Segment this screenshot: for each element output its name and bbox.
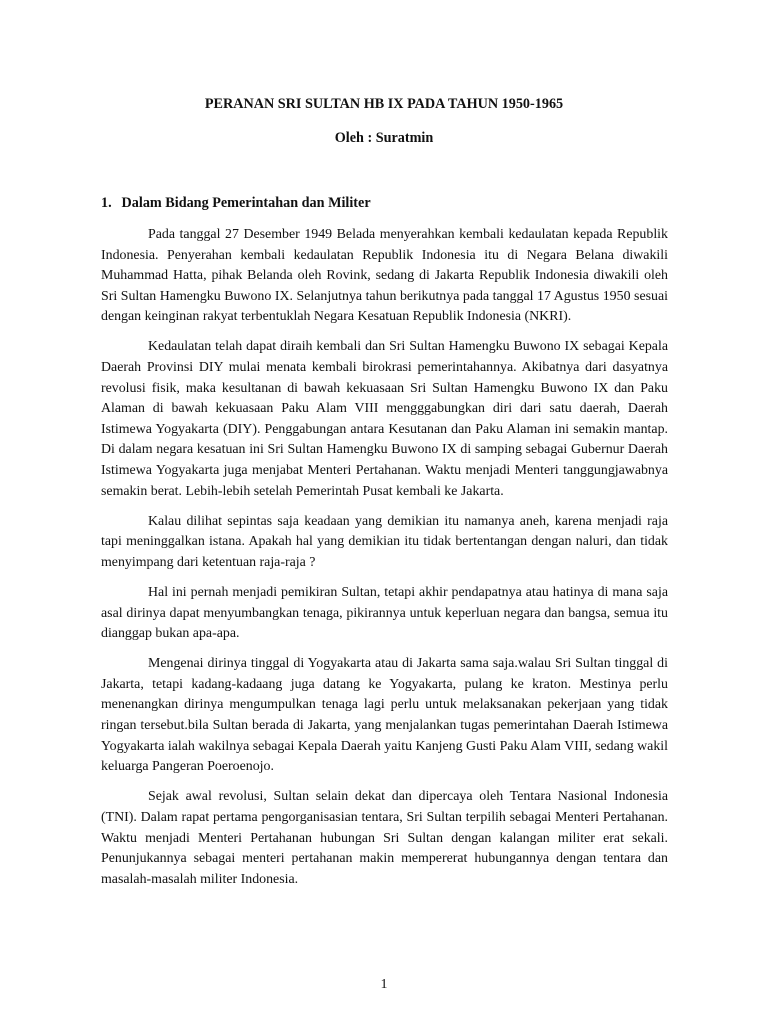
paragraph-6: Sejak awal revolusi, Sultan selain dekat dan dipercaya oleh Tentara Nasional Indonesia (TNI). Dalam rapat pertama pengorganisasian tentara, Sri Sultan terpilih sebagai Menteri Pertahanan. Waktu menjadi Menteri Pertahanan hubungan Sri Sultan dengan kalangan militer erat sekali. Penunjukannya sebagai menteri pertahanan makin mempererat hubungannya dengan tentara dan masalah-masalah militer Indonesia. (101, 789, 668, 887)
paragraph-1: Pada tanggal 27 Desember 1949 Belada menyerahkan kembali kedaulatan kepada Republik Indonesia. Penyerahan kembali kedaulatan Republik Indonesia itu di Negara Belana diwakili Muhammad Hatta, pihak Belanda oleh Rovink, sedang di Jakarta Republik Indonesia diwakili oleh Sri Sultan Hamengku Buwono IX. Selanjutnya tahun berikutnya pada tanggal 17 Agustus 1950 sesuai dengan keinginan rakyat terbentuklah Negara Kesatuan Republik Indonesia (NKRI). (101, 227, 668, 325)
author-line: Oleh : Suratmin (334, 130, 434, 146)
paragraph-4: Hal ini pernah menjadi pemikiran Sultan, tetapi akhir pendapatnya atau hatinya di mana saja asal dirinya dapat menyumbangkan tenaga, pikirannya untuk keperluan negara dan bangsa, semua itu dianggap bukan apa-apa. (101, 585, 668, 642)
section-heading-text: Dalam Bidang Pemerintahan dan Militer (121, 195, 371, 211)
section-number: 1. (101, 195, 112, 211)
page-number: 1 (380, 977, 388, 992)
paragraph-2: Kedaulatan telah dapat diraih kembali dan Sri Sultan Hamengku Buwono IX sebagai Kepala Daerah Provinsi DIY mulai menata kembali birokrasi pemerintahannya. Akibatnya dari dasyatnya revolusi fisik, maka kesultanan di bawah kekuasaan Sri Sultan Hamengku Buwono IX dan Paku Alaman di bawah kekuasaan Paku Alam VIII mengggabungkan diri dari satu daerah, Daerah Istimewa Yogyakarta (DIY). Penggabungan antara Kesutanan dan Paku Alaman ini semakin mantap. Di dalam negara kesatuan ini Sri Sultan Hamengku Buwono IX di samping sebagai Gubernur Daerah Istimewa Yogyakarta juga menjabat Menteri Pertahanan. Waktu menjadi Menteri tanggungjawabnya semakin berat. Lebih-lebih setelah Pemerintah Pusat kembali ke Jakarta. (101, 339, 668, 499)
section-heading (101, 194, 371, 212)
paragraph-5: Mengenai dirinya tinggal di Yogyakarta atau di Jakarta sama saja.walau Sri Sultan tinggal di Jakarta, tetapi kadang-kadaang juga datang ke Yogyakarta, pulang ke kraton. Mestinya perlu menenangkan dirinya mengumpulkan tenaga lagi perlu untuk melaksanakan pekerjaan yang tidak ringan tersebut.bila Sultan berada di Jakarta, yang menjalankan tugas pemerintahan Daerah Istimewa Yogyakarta ialah wakilnya sebagai Kepala Daerah yaitu Kanjeng Gusti Paku Alam VIII, sedang wakil keluarga Pangeran Poeroenojo. (101, 656, 668, 775)
body-text (101, 225, 668, 900)
document-title: PERANAN SRI SULTAN HB IX PADA TAHUN 1950-1965 (204, 96, 564, 112)
paragraph-3: Kalau dilihat sepintas saja keadaan yang demikian itu namanya aneh, karena menjadi raja tapi meninggalkan istana. Apakah hal yang demikian itu tidak bertentangan dengan naluri, dan tidak menyimpang dari ketentuan raja-raja ? (101, 513, 668, 570)
